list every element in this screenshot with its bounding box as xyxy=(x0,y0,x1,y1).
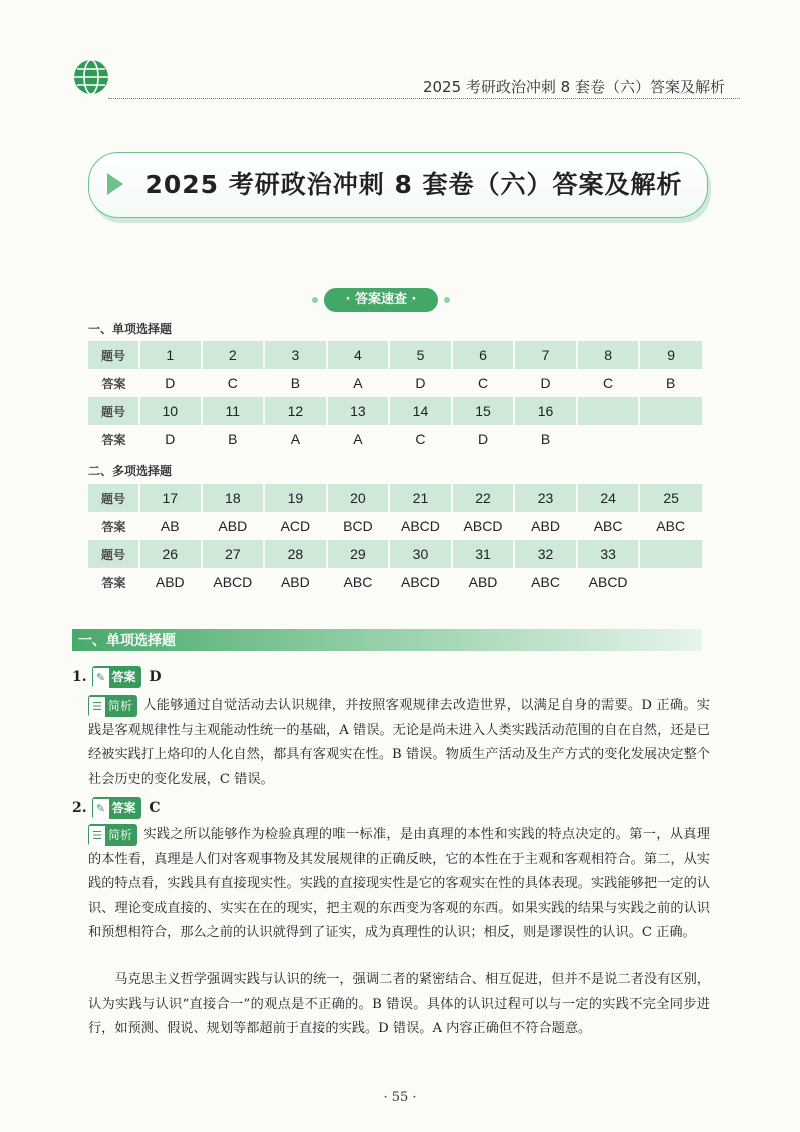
section-header xyxy=(72,629,702,651)
single-choice-answer-table xyxy=(88,341,702,453)
question-number: 2. xyxy=(72,800,87,816)
row-label-answer: 答案 xyxy=(101,575,126,590)
question-number-cell: 25 xyxy=(639,484,702,512)
answer-cell: B xyxy=(228,431,238,447)
pencil-icon: ✎ xyxy=(93,668,109,688)
question-number-cell: 6 xyxy=(452,341,515,369)
answer-cell: AB xyxy=(160,518,180,534)
answer-cell: ABD xyxy=(531,518,560,534)
answer-cell xyxy=(639,568,702,596)
book-icon: ☰ xyxy=(89,697,105,717)
question-number-cell: 11 xyxy=(202,397,265,425)
question-number-cell: 7 xyxy=(514,341,577,369)
multi-choice-answer-table xyxy=(88,484,702,596)
answer-cell: ABD xyxy=(218,518,248,534)
question-number-cell: 10 xyxy=(139,397,202,425)
question-number-cell: 12 xyxy=(264,397,327,425)
page-number: · 55 · xyxy=(383,1090,417,1105)
row-label-answer: 答案 xyxy=(101,432,126,447)
question-number-cell: 2 xyxy=(202,341,265,369)
answer-cell: ABD xyxy=(280,574,310,590)
answer-cell: D xyxy=(415,375,426,391)
question-number-cell: 4 xyxy=(327,341,390,369)
answer-cell: ABCD xyxy=(463,518,503,534)
play-arrow-icon xyxy=(107,173,123,195)
answer-tag: ✎ 答案 xyxy=(92,797,141,819)
answer-cell: ABCD xyxy=(401,574,440,590)
running-header-title: 2025 考研政治冲刺 8 套卷（六）答案及解析 xyxy=(422,78,725,96)
multi-choice-label: 二、多项选择题 xyxy=(88,464,173,478)
single-choice-label: 一、单项选择题 xyxy=(88,322,173,336)
question-number-cell xyxy=(577,397,640,425)
pencil-icon: ✎ xyxy=(93,799,109,819)
question-number-cell: 28 xyxy=(264,540,327,568)
analysis-text: 人能够通过自觉活动去认识规律，并按照客观规律去改造世界，以满足自身的需要。D 正确。实践是客观规律性与主观能动性统一的基础，A 错误。无论是尚未进入人类实践活动范围的自在自然，还是已经被实践打上烙印的人化自然，都具有客观实在性。B 错误。物质生产活动及生产方式的变化发展决定整个社会历史的变化发展，C 错误。 xyxy=(88,698,710,787)
question-2-answer xyxy=(72,797,161,819)
row-label-answer: 答案 xyxy=(101,376,126,391)
answer-cell: C xyxy=(477,375,489,391)
answer-cell: B xyxy=(666,375,676,391)
question-number-cell: 22 xyxy=(452,484,515,512)
row-label-number: 题号 xyxy=(88,540,139,568)
question-1-analysis xyxy=(88,694,710,792)
question-number-cell: 29 xyxy=(327,540,390,568)
answer-cell: C xyxy=(415,431,426,447)
answer-row xyxy=(88,425,702,453)
question-number-cell: 14 xyxy=(389,397,452,425)
question-number-cell: 23 xyxy=(514,484,577,512)
answer-cell xyxy=(577,425,640,453)
question-number-cell: 26 xyxy=(139,540,202,568)
answer-cell: ABC xyxy=(593,518,623,534)
answer-cell: D xyxy=(477,431,489,447)
question-number-row xyxy=(88,341,702,369)
question-number-cell xyxy=(639,540,702,568)
question-number-cell: 1 xyxy=(139,341,202,369)
globe-logo-icon xyxy=(72,58,110,96)
answer-cell: ABCD xyxy=(213,574,253,590)
question-number-cell: 30 xyxy=(389,540,452,568)
answer-row xyxy=(88,512,702,540)
analysis-tag: ☰ 简析 xyxy=(88,824,137,846)
answer-cell: ABC xyxy=(656,518,686,534)
question-number-cell: 13 xyxy=(327,397,390,425)
analysis-text: 实践之所以能够作为检验真理的唯一标准，是由真理的本性和实践的特点决定的。第一，从真理的本性看，真理是人们对客观事物及其发展规律的正确反映，它的本性在于主观和客观相符合。第二，从实践的特点看，实践具有直接现实性。实践的直接现实性是它的客观实在性的具体表现。实践能够把一定的认识、理论变成直接的、实实在在的现实，把主观的东西变为客观的东西。如果实践的结果与实践之前的认识和预想相符合，那么之前的认识就得到了证实，成为真理性的认识；相反，则是谬误性的认识。C 正确。 xyxy=(88,827,710,941)
answer-cell: ABC xyxy=(531,574,560,590)
answer-cell: C xyxy=(227,375,238,391)
answer-cell: B xyxy=(290,375,301,391)
question-number-cell: 27 xyxy=(202,540,265,568)
page-title: 2025 考研政治冲刺 8 套卷（六）答案及解析 xyxy=(145,170,683,199)
answer-cell: C xyxy=(603,375,614,391)
answer-cell: ABD xyxy=(468,574,498,590)
answer-cell: D xyxy=(165,431,176,447)
answer-row xyxy=(88,568,702,596)
question-number-cell: 5 xyxy=(389,341,452,369)
question-number-cell: 31 xyxy=(452,540,515,568)
answer-letter: D xyxy=(149,669,162,685)
answer-cell: A xyxy=(353,431,363,447)
answer-cell: D xyxy=(165,375,176,391)
question-number-cell: 32 xyxy=(514,540,577,568)
answer-tag: ✎ 答案 xyxy=(92,666,141,688)
answer-cell xyxy=(639,425,702,453)
answer-cell: A xyxy=(353,375,363,391)
quick-check-badge: · 答案速查 · xyxy=(324,288,438,312)
question-number-cell: 21 xyxy=(389,484,452,512)
question-number-cell: 8 xyxy=(577,341,640,369)
answer-letter: C xyxy=(149,800,161,816)
question-number: 1. xyxy=(72,669,87,685)
question-number-cell: 3 xyxy=(264,341,327,369)
question-number-cell: 19 xyxy=(264,484,327,512)
row-label-answer: 答案 xyxy=(101,519,126,534)
answer-cell: D xyxy=(540,375,551,391)
question-number-cell: 9 xyxy=(639,341,702,369)
answer-cell: BCD xyxy=(343,518,373,534)
question-2-analysis-continued: 马克思主义哲学强调实践与认识的统一，强调二者的紧密结合、相互促进，但并不是说二者没有区别，认为实践与认识“直接合一”的观点是不正确的。B 错误。具体的认识过程可以与一定的实践不完全同步进行，如预测、假说、规划等都超前于直接的实践。D 错误。A 内容正确但不符合题意。 xyxy=(88,972,710,1037)
question-number-cell: 20 xyxy=(327,484,390,512)
row-label-number: 题号 xyxy=(88,484,139,512)
question-number-cell xyxy=(639,397,702,425)
answer-cell: ABD xyxy=(155,574,185,590)
row-label-number: 题号 xyxy=(88,397,139,425)
row-label-number: 题号 xyxy=(88,341,139,369)
answer-row xyxy=(88,369,702,397)
question-number-cell: 15 xyxy=(452,397,515,425)
header-divider xyxy=(108,98,740,99)
answer-cell: B xyxy=(540,431,551,447)
book-icon: ☰ xyxy=(89,826,105,846)
answer-cell: ABC xyxy=(343,574,373,590)
question-number-row xyxy=(88,540,702,568)
question-number-row xyxy=(88,397,702,425)
question-number-cell: 18 xyxy=(202,484,265,512)
analysis-tag: ☰ 简析 xyxy=(88,695,137,717)
question-number-cell: 33 xyxy=(577,540,640,568)
title-banner xyxy=(88,152,708,218)
section-title: 一、单项选择题 xyxy=(78,633,176,649)
question-2-analysis xyxy=(88,823,710,946)
answer-cell: ABCD xyxy=(401,518,440,534)
question-number-cell: 24 xyxy=(577,484,640,512)
answer-cell: ABCD xyxy=(588,574,628,590)
question-number-row xyxy=(88,484,702,512)
question-number-cell: 17 xyxy=(139,484,202,512)
question-1-answer xyxy=(72,666,162,688)
answer-cell: A xyxy=(290,431,301,447)
answer-cell: ACD xyxy=(280,518,311,534)
question-number-cell: 16 xyxy=(514,397,577,425)
